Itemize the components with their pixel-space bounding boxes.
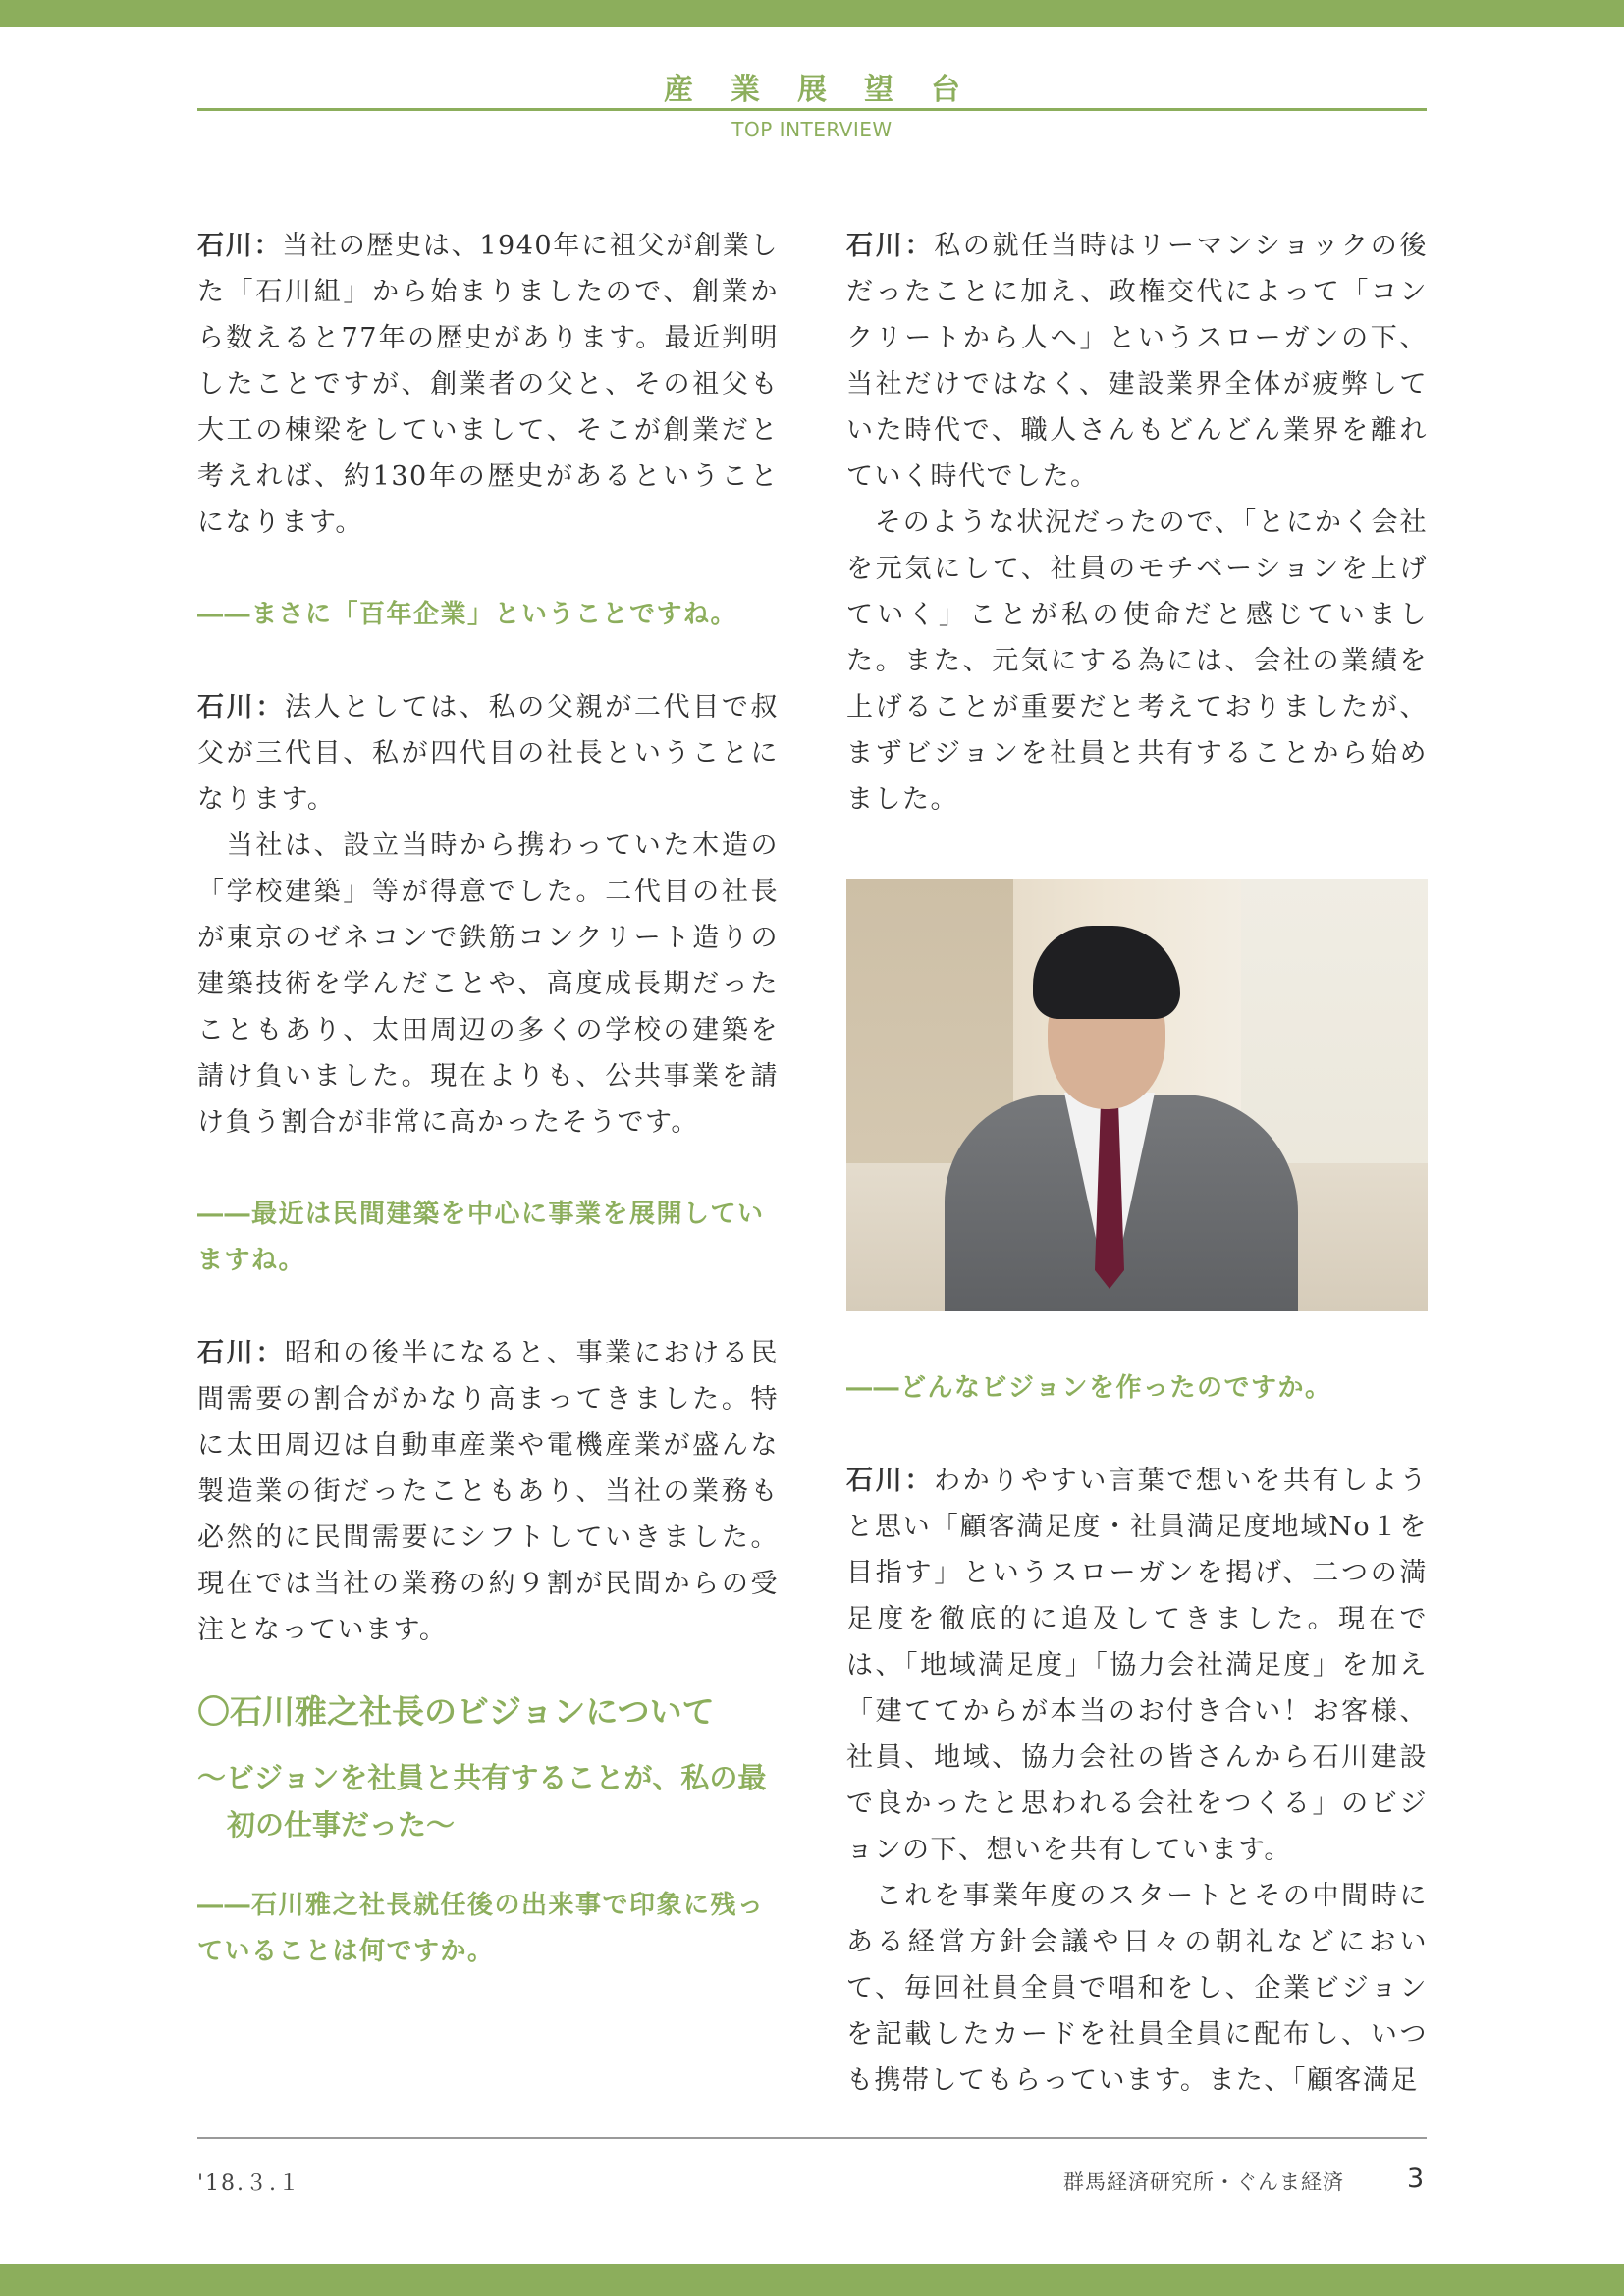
issue-date: '18.３.１ bbox=[197, 2171, 302, 2196]
left-column bbox=[197, 223, 779, 1975]
interview-question: ――最近は民間建築を中心に事業を展開していますね。 bbox=[197, 1200, 765, 1275]
answer-paragraph bbox=[197, 1330, 779, 1653]
answer-text: 私の就任当時はリーマンショックの後だったことに加え、政権交代によって「コンクリートから人へ」というスローガンの下、当社だけではなく、建設業界全体が疲弊していた時代で、職人さんもどんどん業界を離れていく時代でした。 そのような状況だったので、「とにかく会社を元気にして、社員のモチベーションを上げていく」ことが私の使命だと感じていました。また、元気にする為には、会社の業績を上げることが重要だと考えておりましたが、まずビジョンを社員と共有することから始めました。 bbox=[846, 231, 1428, 815]
interview-photo bbox=[846, 879, 1428, 1311]
top-color-band bbox=[0, 0, 1624, 27]
answer-paragraph bbox=[846, 223, 1428, 823]
right-column bbox=[846, 223, 1428, 2104]
section-subheading: ～ビジョンを社員と共有することが、私の最初の仕事だった～ bbox=[197, 1761, 767, 1842]
speaker-label: 石川： bbox=[197, 231, 283, 261]
answer-paragraph bbox=[197, 223, 779, 546]
speaker-label: 石川： bbox=[846, 231, 935, 261]
answer-text: わかりやすい言葉で想いを共有しようと思い「顧客満足度・社員満足度地域No１を目指す」というスローガンを掲げ、二つの満足度を徹底的に追及してきました。現在では、「地域満足度」「協力会社満足度」を加え「建ててからが本当のお付き合い！お客様、社員、地域、協力会社の皆さんから石川建設で良かったと思われる会社をつくる」のビジョンの下、想いを共有しています。 これを事業年度のスタートとその中間時にある経営方針会議や日々の朝礼などにおいて、毎回社員全員で唱和をし、企業ビジョンを記載したカードを社員全員に配布し、いつも携帯してもらっています。また、「顧客満足 bbox=[846, 1466, 1429, 2096]
answer-text: 昭和の後半になると、事業における民間需要の割合がかなり高まってきました。特に太田周辺は自動車産業や電機産業が盛んな製造業の街だったこともあり、当社の業務も必然的に民間需要にシフトしていきました。現在では当社の業務の約９割が民間からの受注となっています。 bbox=[197, 1338, 780, 1645]
header-divider bbox=[197, 108, 1427, 111]
interview-question: ――まさに「百年企業」ということですね。 bbox=[197, 600, 738, 629]
page-section-title: 産業展望台 bbox=[664, 73, 998, 107]
answer-text: 法人としては、私の父親が二代目で叔父が三代目、私が四代目の社長ということになります。 当社は、設立当時から携わっていた木造の「学校建築」等が得意でした。二代目の社長が東京のゼネコンで鉄筋コンクリート造りの建築技術を学んだことや、高度成長期だったこともあり、太田周辺の多くの学校の建築を請け負いました。現在よりも、公共事業を請け負う割合が非常に高かったそうです。 bbox=[197, 692, 780, 1138]
answer-paragraph bbox=[846, 1458, 1428, 2104]
bottom-color-band bbox=[0, 2264, 1624, 2296]
page-number: 3 bbox=[1407, 2163, 1425, 2194]
speaker-label: 石川： bbox=[197, 1338, 285, 1368]
interview-question: ――石川雅之社長就任後の出来事で印象に残っていることは何ですか。 bbox=[197, 1891, 765, 1966]
speaker-label: 石川： bbox=[846, 1466, 934, 1496]
answer-text: 当社の歴史は、1940年に祖父が創業した「石川組」から始まりましたので、創業から数えると77年の歴史があります。最近判明したことですが、創業者の父と、その祖父も大工の棟梁をしていまして、そこが創業だと考えれば、約130年の歴史があるということになります。 bbox=[197, 231, 779, 538]
section-heading: 〇石川雅之社長のビジョンについて bbox=[197, 1692, 715, 1731]
page-section-subtitle: TOP INTERVIEW bbox=[731, 118, 893, 141]
interview-question: ――どんなビジョンを作ったのですか。 bbox=[846, 1373, 1332, 1403]
publisher-name: 群馬経済研究所・ぐんま経済 bbox=[1063, 2170, 1344, 2194]
speaker-label: 石川： bbox=[197, 692, 285, 722]
footer-divider bbox=[197, 2137, 1427, 2139]
answer-paragraph bbox=[197, 684, 779, 1146]
